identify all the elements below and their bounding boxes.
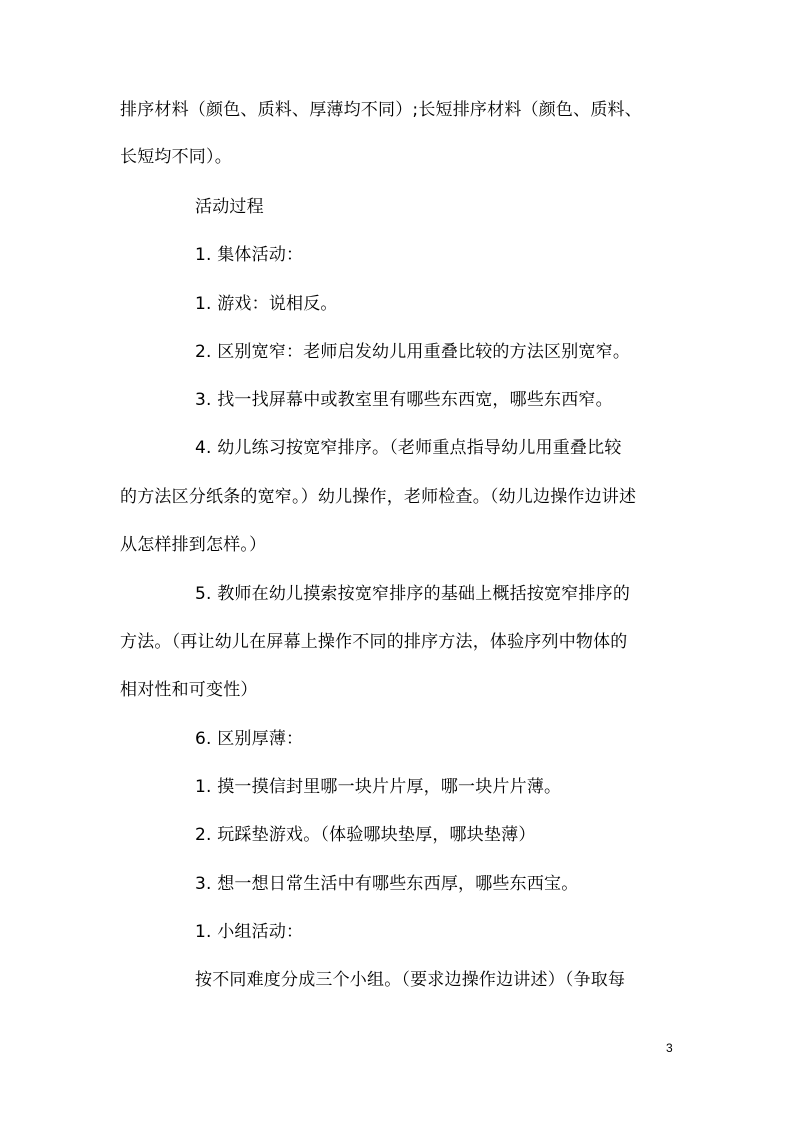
text-line: 2. 玩踩垫游戏。（体验哪块垫厚，哪块垫薄） — [195, 825, 536, 845]
text-line: 3. 想一想日常生活中有哪些东西厚，哪些东西宝。 — [195, 874, 579, 894]
text-line: 6. 区别厚薄： — [195, 729, 304, 749]
text-line: 相对性和可变性） — [120, 680, 258, 700]
text-line: 1. 小组活动： — [195, 922, 304, 942]
text-line: 方法。（再让幼儿在屏幕上操作不同的排序方法，体验序列中物体的 — [120, 632, 628, 652]
text-line: 1. 集体活动： — [195, 245, 304, 265]
text-line: 4. 幼儿练习按宽窄排序。（老师重点指导幼儿用重叠比较 — [195, 438, 622, 458]
text-line: 排序材料（颜色、质料、厚薄均不同）;长短排序材料（颜色、质料、 — [120, 100, 642, 120]
text-line: 1. 游戏：说相反。 — [195, 294, 338, 314]
text-line: 5. 教师在幼儿摸索按宽窄排序的基础上概括按宽窄排序的 — [195, 584, 631, 604]
text-line: 长短均不同）。 — [120, 147, 232, 167]
text-line: 1. 摸一摸信封里哪一块片片厚，哪一块片片薄。 — [195, 777, 562, 797]
text-line: 的方法区分纸条的宽窄。）幼儿操作，老师检查。（幼儿边操作边讲述 — [120, 487, 637, 507]
text-line: 按不同难度分成三个小组。（要求边操作边讲述）（争取每 — [195, 970, 626, 990]
page-number: 3 — [666, 1041, 673, 1055]
section-heading: 活动过程 — [195, 197, 264, 217]
text-line: 3. 找一找屏幕中或教室里有哪些东西宽，哪些东西窄。 — [195, 390, 613, 410]
text-line: 从怎样排到怎样。） — [120, 535, 267, 555]
text-line: 2. 区别宽窄：老师启发幼儿用重叠比较的方法区别宽窄。 — [195, 342, 631, 362]
